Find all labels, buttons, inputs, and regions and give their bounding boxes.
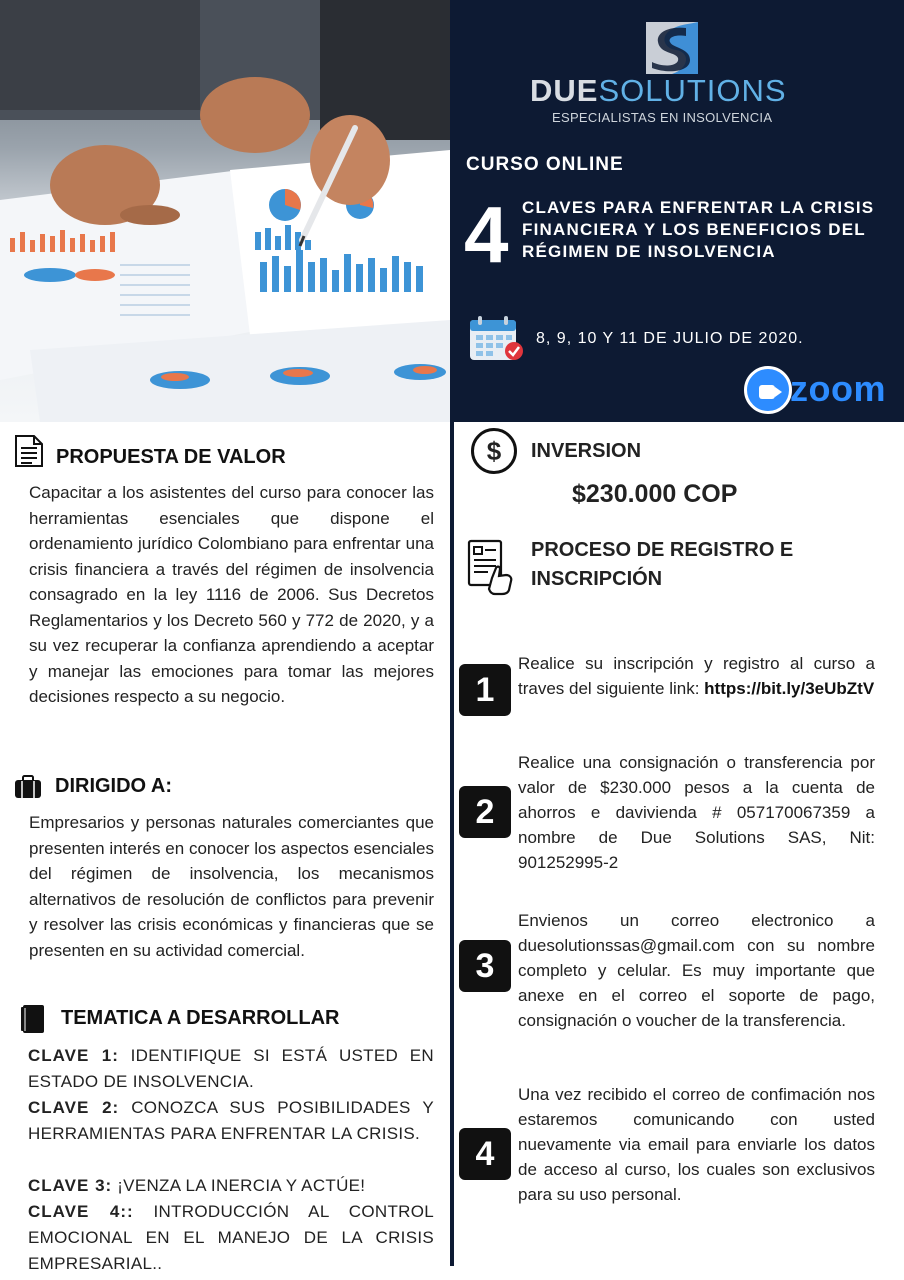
value-proposition-title: PROPUESTA DE VALOR xyxy=(56,446,286,468)
briefcase-icon xyxy=(14,775,42,799)
step-text: Envienos un correo electronico a duesolutionssas@gmail.com con su nombre completo y celular. Es muy importante que anexe en el correo el soporte de pago, consignación o voucher de la transferencia. xyxy=(518,911,875,1030)
course-title: CLAVES PARA ENFRENTAR LA CRISIS FINANCIERA Y LOS BENEFICIOS DEL RÉGIMEN DE INSOLVENCIA xyxy=(522,198,875,261)
step-number: 4 xyxy=(459,1128,511,1180)
clave-text: INTRODUCCIÓN AL CONTROL EMOCIONAL EN EL MANEJO DE LA CRISIS EMPRESARIAL.. xyxy=(28,1202,434,1273)
step-number: 3 xyxy=(459,940,511,992)
document-icon xyxy=(14,434,44,468)
clave-text: CONOZCA SUS POSIBILIDADES Y HERRAMIENTAS PARA ENFRENTAR LA CRISIS. xyxy=(28,1098,434,1143)
big-number: 4 xyxy=(464,190,509,279)
value-proposition-text: Capacitar a los asistentes del curso para conocer las herramientas esenciales que dispone el ordenamiento jurídico Colombiano para enfrentar una crisis financiera a través del régimen de insolvencia consagrado en la ley 1116 de 2006. Sus Decretos Reglamentarios y los Decreto 560 y 772 de 2020, y a su vez recuperar la confianza aprendiendo a aceptar y manejar las emociones para tomar las mejores decisiones respecto a su negocio. xyxy=(29,483,434,706)
zoom-wordmark: zoom xyxy=(790,368,886,409)
due-solutions-logo-icon xyxy=(646,22,698,74)
dollar-icon: $ xyxy=(471,428,517,474)
clave-item xyxy=(28,1095,434,1147)
step-text: Una vez recibido el correo de confimación nos estaremos comunicando con usted nuevamente via email para enviarle los datos de acceso al curso, los cuales son exclusivos para su uso personal. xyxy=(518,1085,875,1204)
target-audience-title: DIRIGIDO A: xyxy=(55,775,173,797)
step-number: 1 xyxy=(459,664,511,716)
step-description: Realice su inscripción y registro al curso a traves del siguiente link: xyxy=(518,654,875,698)
step-number: 2 xyxy=(459,786,511,838)
brand-solutions: SOLUTIONS xyxy=(598,73,787,108)
investment-title: INVERSION xyxy=(531,440,642,462)
registration-link[interactable]: https://bit.ly/3eUbZtV xyxy=(704,679,875,698)
topics-title: TEMATICA A DESARROLLAR xyxy=(61,1007,340,1029)
book-icon xyxy=(20,1004,46,1034)
course-type: CURSO ONLINE xyxy=(466,154,624,175)
target-audience-text: Empresarios y personas naturales comerciantes que presenten interés en conocer los aspectos esenciales del régimen de insolvencia, los mecanismos alternativos de resolución de conflictos para prevenir y resolver las crisis económicas y financieras que se presenten en su actividad comercial. xyxy=(29,813,434,960)
clave-label: CLAVE 3: xyxy=(28,1176,113,1195)
step-text xyxy=(518,651,875,701)
registration-title: PROCESO DE REGISTRO E INSCRIPCIÓN xyxy=(531,539,794,590)
calendar-icon xyxy=(468,314,526,364)
brand-due: DUE xyxy=(530,73,599,108)
business-charts-photo xyxy=(0,0,450,422)
brand-name xyxy=(530,73,820,109)
column-divider xyxy=(450,422,454,1266)
clave-text: IDENTIFIQUE SI ESTÁ USTED EN ESTADO DE INSOLVENCIA. xyxy=(28,1046,434,1091)
course-price: $230.000 COP xyxy=(572,480,738,508)
step-text: Realice una consignación o transferencia por valor de $230.000 pesos a la cuenta de ahorros e davivienda # 057170067359 a nombre de Due Solutions SAS, Nit: 901252995-2 xyxy=(518,753,875,872)
form-hand-icon xyxy=(466,538,516,596)
course-header xyxy=(450,0,904,422)
clave-item xyxy=(28,1173,434,1199)
clave-text: ¡VENZA LA INERCIA Y ACTÚE! xyxy=(112,1176,366,1195)
course-dates: 8, 9, 10 Y 11 DE JULIO DE 2020. xyxy=(536,330,804,347)
clave-label: CLAVE 1: xyxy=(28,1046,119,1065)
zoom-camera-icon xyxy=(744,366,792,414)
clave-item xyxy=(28,1043,434,1095)
brand-tagline: ESPECIALISTAS EN INSOLVENCIA xyxy=(552,110,773,125)
clave-item xyxy=(28,1199,434,1277)
clave-label: CLAVE 4:: xyxy=(28,1202,134,1221)
clave-label: CLAVE 2: xyxy=(28,1098,120,1117)
zoom-logo xyxy=(744,366,894,414)
